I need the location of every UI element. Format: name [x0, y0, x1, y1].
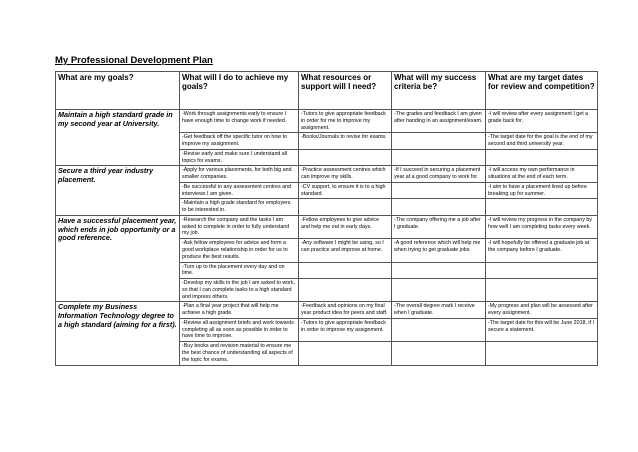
resource-cell	[299, 149, 392, 166]
action-cell: -Review all assignment briefs and work towards completing all as soon as possible in order to have time to improve.	[180, 318, 299, 341]
header-actions: What will I do to achieve my goals?	[180, 72, 299, 110]
target-date-cell	[486, 149, 598, 166]
goal-cell: Have a successful placement year, which ends in job opportunity or a good reference.	[56, 215, 180, 301]
header-success-criteria: What will my success criteria be?	[392, 72, 486, 110]
target-date-cell	[486, 279, 598, 302]
criteria-cell: -The company offering me a job after I graduate.	[392, 215, 486, 238]
header-row	[56, 72, 598, 110]
target-date-cell: -The target date for the goal is the end of my second and third university year.	[486, 133, 598, 150]
resource-cell: -Any software I might be using, so I can practice and improve at home.	[299, 239, 392, 262]
document-title: My Professional Development Plan	[55, 55, 213, 66]
criteria-cell	[392, 262, 486, 279]
target-date-cell: -I will review my progress in the company by how well I am completing tasks every week.	[486, 215, 598, 238]
resource-cell: -Tutors to give appropriate feedback in order for me to improve my assignment.	[299, 110, 392, 133]
target-date-cell	[486, 342, 598, 365]
action-cell: -Ask fellow employees for advice and form a good workplace relationship in order for us to produce the best results.	[180, 239, 299, 262]
target-date-cell: -I aim to have a placement lined up before breaking up for summer.	[486, 182, 598, 199]
header-goals: What are my goals?	[56, 72, 180, 110]
resource-cell: -Books/Journals to revise for exams.	[299, 133, 392, 150]
resource-cell	[299, 279, 392, 302]
criteria-cell	[392, 279, 486, 302]
goal-cell: Maintain a high standard grade in my second year at University.	[56, 110, 180, 166]
target-date-cell	[486, 199, 598, 216]
header-resources: What resources or support will I need?	[299, 72, 392, 110]
criteria-cell	[392, 199, 486, 216]
resource-cell	[299, 199, 392, 216]
resource-cell: -Tutors to give appropriate feedback in order to improve my assignment.	[299, 318, 392, 341]
target-date-cell: -The target date for this will be June 2018, if I secure a statement.	[486, 318, 598, 341]
target-date-cell	[486, 262, 598, 279]
resource-cell: -Fellow employees to give advice and help me out in early days.	[299, 215, 392, 238]
table-row	[56, 110, 598, 133]
action-cell: -Revise early and make sure I understand all topics for exams.	[180, 149, 299, 166]
action-cell: -Develop my skills in the job I am asked to work, so that I can complete tasks to a high standard and impress others.	[180, 279, 299, 302]
criteria-cell	[392, 133, 486, 150]
criteria-cell: -If I succeed in securing a placement year at a good company to work for.	[392, 166, 486, 183]
criteria-cell: -The overall degree mark I receive when I graduate.	[392, 302, 486, 319]
action-cell: -Get feedback off the specific tutor on how to improve my assignment.	[180, 133, 299, 150]
table-row	[56, 215, 598, 238]
resource-cell	[299, 262, 392, 279]
resource-cell	[299, 342, 392, 365]
target-date-cell: -I will review after every assignment I get a grade back for.	[486, 110, 598, 133]
resource-cell: -CV support, to ensure it is to a high standard.	[299, 182, 392, 199]
action-cell: -Apply for various placements, for both big and smaller companies.	[180, 166, 299, 183]
criteria-cell	[392, 318, 486, 341]
action-cell: -Work through assignments early to ensure I have enough time to change work if needed.	[180, 110, 299, 133]
criteria-cell	[392, 182, 486, 199]
action-cell: -Buy books and revision material to ensure me the best chance of understanding all aspects of the topic for exams.	[180, 342, 299, 365]
action-cell: -Maintain a high grade standard for employers to be interested in.	[180, 199, 299, 216]
action-cell: -Plan a final year project that will help me achieve a high grade.	[180, 302, 299, 319]
target-date-cell: -I will access my own performance in situations at the end of each term.	[486, 166, 598, 183]
criteria-cell: -A good reference which will help me when trying to get graduate jobs.	[392, 239, 486, 262]
development-plan-table	[55, 71, 598, 366]
table-row	[56, 302, 598, 319]
target-date-cell: -My progress and plan will be assessed after every assignment.	[486, 302, 598, 319]
table-row	[56, 166, 598, 183]
resource-cell: -Feedback and opinions on my final year product idea for peers and staff.	[299, 302, 392, 319]
target-date-cell: -I will hopefully be offered a graduate job at the company before I graduate.	[486, 239, 598, 262]
action-cell: -Research the company and the tasks I am asked to complete in order to fully understand my job.	[180, 215, 299, 238]
header-target-dates: What are my target dates for review and competition?	[486, 72, 598, 110]
action-cell: -Turn up to the placement every day and on time.	[180, 262, 299, 279]
criteria-cell	[392, 342, 486, 365]
goal-cell: Secure a third year industry placement.	[56, 166, 180, 216]
criteria-cell: -The grades and feedback I am given after handing in an assignment/exam.	[392, 110, 486, 133]
goal-cell: Complete my Business Information Technology degree to a high standard (aiming for a first).	[56, 302, 180, 365]
resource-cell: -Practice assessment centres which can improve my skills.	[299, 166, 392, 183]
criteria-cell	[392, 149, 486, 166]
action-cell: -Be successful in any assessment centres and interviews I am given.	[180, 182, 299, 199]
